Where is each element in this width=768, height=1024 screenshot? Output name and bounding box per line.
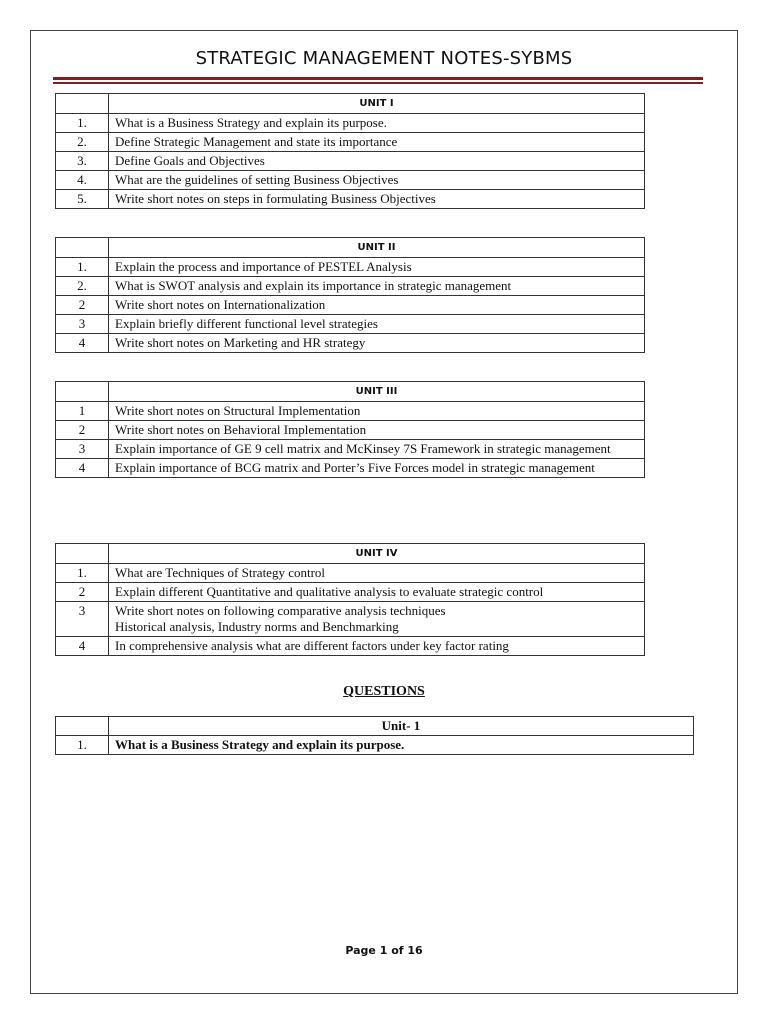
page-total: 16 xyxy=(407,944,423,957)
table-header-row xyxy=(56,238,645,258)
questions-heading: QUESTIONS xyxy=(343,684,425,699)
table-row xyxy=(56,258,645,277)
row-text: What is a Business Strategy and explain its purpose. xyxy=(109,736,694,755)
row-text: Explain importance of GE 9 cell matrix and McKinsey 7S Framework in strategic management xyxy=(109,440,645,459)
table-header-row xyxy=(56,717,694,736)
row-number: 2 xyxy=(56,296,109,315)
header-num-cell xyxy=(56,238,109,258)
table-row xyxy=(56,133,645,152)
row-number: 2. xyxy=(56,277,109,296)
row-text-line-2: Historical analysis, Industry norms and Benchmarking xyxy=(115,619,399,634)
header-num-cell xyxy=(56,382,109,402)
title-rule-thin xyxy=(53,82,703,84)
row-number: 5. xyxy=(56,190,109,209)
row-text: Write short notes on Structural Implementation xyxy=(109,402,645,421)
row-number: 2. xyxy=(56,133,109,152)
row-text: Define Strategic Management and state its importance xyxy=(109,133,645,152)
row-text: What is SWOT analysis and explain its importance in strategic management xyxy=(109,277,645,296)
unit-2-table xyxy=(55,237,645,353)
document-title: STRATEGIC MANAGEMENT NOTES-SYBMS xyxy=(195,48,573,69)
row-number: 3 xyxy=(56,440,109,459)
unit-4-table xyxy=(55,543,645,656)
table-row xyxy=(56,637,645,656)
page-current: 1 xyxy=(379,944,388,957)
row-text: Write short notes on Behavioral Implementation xyxy=(109,421,645,440)
header-num-cell xyxy=(56,94,109,114)
row-number: 4 xyxy=(56,334,109,353)
table-row xyxy=(56,602,645,637)
table-header-row xyxy=(56,544,645,564)
unit-3-table xyxy=(55,381,645,478)
row-number: 1. xyxy=(56,114,109,133)
row-text-line-1: Write short notes on following comparative analysis techniques xyxy=(115,603,446,618)
unit-heading: UNIT I xyxy=(109,94,645,114)
table-row xyxy=(56,296,645,315)
title-rule-thick xyxy=(53,77,703,80)
row-text-multiline xyxy=(109,602,645,637)
table-row xyxy=(56,277,645,296)
row-text: Write short notes on Marketing and HR strategy xyxy=(109,334,645,353)
table-row xyxy=(56,190,645,209)
page-label: Page xyxy=(345,944,376,957)
row-number: 1. xyxy=(56,564,109,583)
row-number: 2 xyxy=(56,583,109,602)
unit-heading: UNIT IV xyxy=(109,544,645,564)
questions-table xyxy=(55,716,694,755)
unit-1-table xyxy=(55,93,645,209)
row-number: 4. xyxy=(56,171,109,190)
unit-heading: UNIT II xyxy=(109,238,645,258)
questions-unit-heading: Unit- 1 xyxy=(109,717,694,736)
row-text: What is a Business Strategy and explain its purpose. xyxy=(109,114,645,133)
table-row xyxy=(56,583,645,602)
table-row xyxy=(56,564,645,583)
row-number: 3. xyxy=(56,152,109,171)
row-number: 4 xyxy=(56,459,109,478)
row-text: Explain different Quantitative and qualitative analysis to evaluate strategic control xyxy=(109,583,645,602)
row-number: 1 xyxy=(56,402,109,421)
page-footer xyxy=(0,944,768,957)
table-row xyxy=(56,421,645,440)
table-header-row xyxy=(56,94,645,114)
row-number: 1. xyxy=(56,736,109,755)
row-text: Explain importance of BCG matrix and Porter’s Five Forces model in strategic management xyxy=(109,459,645,478)
table-row xyxy=(56,171,645,190)
row-text: In comprehensive analysis what are different factors under key factor rating xyxy=(109,637,645,656)
table-row xyxy=(56,440,645,459)
row-number: 3 xyxy=(56,602,109,637)
row-number: 3 xyxy=(56,315,109,334)
table-row xyxy=(56,334,645,353)
header-num-cell xyxy=(56,717,109,736)
table-row xyxy=(56,459,645,478)
table-header-row xyxy=(56,382,645,402)
row-text: Define Goals and Objectives xyxy=(109,152,645,171)
unit-heading: UNIT III xyxy=(109,382,645,402)
row-number: 1. xyxy=(56,258,109,277)
table-row xyxy=(56,736,694,755)
table-row xyxy=(56,114,645,133)
row-number: 2 xyxy=(56,421,109,440)
row-text: Write short notes on Internationalization xyxy=(109,296,645,315)
page-of-label: of xyxy=(391,944,404,957)
row-text: What are the guidelines of setting Business Objectives xyxy=(109,171,645,190)
table-row xyxy=(56,315,645,334)
row-text: Explain briefly different functional level strategies xyxy=(109,315,645,334)
row-text: Write short notes on steps in formulating Business Objectives xyxy=(109,190,645,209)
table-row xyxy=(56,402,645,421)
row-text: What are Techniques of Strategy control xyxy=(109,564,645,583)
table-row xyxy=(56,152,645,171)
row-number: 4 xyxy=(56,637,109,656)
row-text: Explain the process and importance of PESTEL Analysis xyxy=(109,258,645,277)
header-num-cell xyxy=(56,544,109,564)
